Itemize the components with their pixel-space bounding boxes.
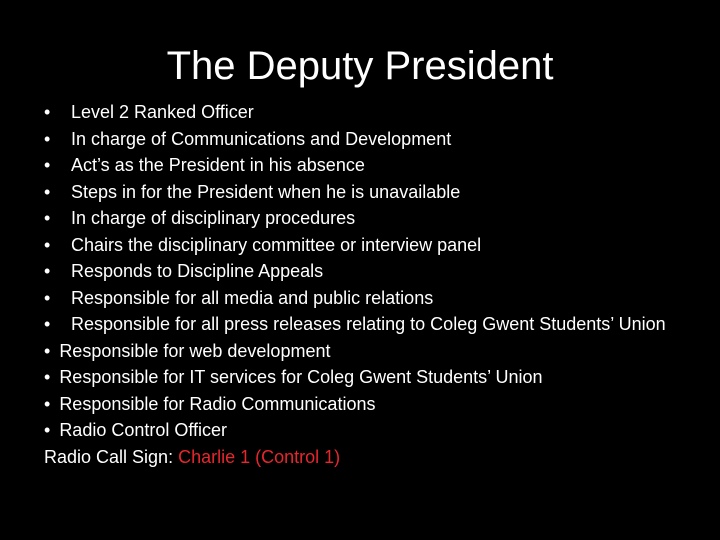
slide-title: The Deputy President	[166, 44, 554, 88]
bullet-marker: •	[44, 155, 51, 175]
bullet-item	[44, 126, 694, 153]
bullet-marker: •	[44, 181, 51, 202]
bullet-text: Radio Control Officer	[59, 420, 228, 440]
bullet-text: Responsible for all press releases relating to Coleg Gwent Students’ Union	[71, 314, 666, 334]
bullet-item	[44, 179, 694, 206]
bullet-item	[44, 417, 694, 444]
bullet-text: In charge of disciplinary procedures	[71, 208, 356, 228]
bullet-marker: •	[44, 314, 51, 334]
bullet-item	[44, 258, 694, 285]
bullet-marker: •	[44, 340, 51, 361]
bullet-marker: •	[44, 261, 51, 281]
bullet-marker: •	[44, 234, 51, 255]
bullet-item	[44, 152, 694, 179]
bullet-marker: •	[44, 208, 51, 228]
bullet-item	[44, 311, 694, 338]
bullet-marker: •	[44, 420, 51, 440]
bullet-marker: •	[44, 393, 51, 414]
bullet-text: Responds to Discipline Appeals	[71, 261, 324, 281]
bullet-text: Act’s as the President in his absence	[71, 155, 365, 175]
slide-body	[44, 99, 694, 470]
bullet-item	[44, 338, 694, 365]
bullet-marker: •	[44, 287, 51, 308]
bullet-marker: •	[44, 102, 51, 122]
bullet-marker: •	[44, 128, 51, 149]
bullet-text: Chairs the disciplinary committee or interview panel	[71, 234, 482, 255]
bullet-text: Steps in for the President when he is unavailable	[71, 181, 461, 202]
bullet-item	[44, 99, 694, 126]
bullet-text: Responsible for Radio Communications	[59, 393, 376, 414]
bullet-text: Level 2 Ranked Officer	[71, 102, 254, 122]
bullet-text: In charge of Communications and Development	[71, 128, 452, 149]
bullet-marker: •	[44, 367, 51, 387]
bullet-item	[44, 232, 694, 259]
bullet-item	[44, 285, 694, 312]
bullet-item	[44, 364, 694, 391]
bullet-item	[44, 205, 694, 232]
bullet-text: Responsible for all media and public relations	[71, 287, 434, 308]
bullet-item	[44, 391, 694, 418]
call-sign-value: Charlie 1 (Control 1)	[178, 446, 341, 467]
bullet-text: Responsible for IT services for Coleg Gwent Students’ Union	[59, 367, 543, 387]
bullet-text: Responsible for web development	[59, 340, 331, 361]
call-sign-line	[44, 444, 694, 471]
call-sign-label: Radio Call Sign:	[44, 446, 179, 467]
